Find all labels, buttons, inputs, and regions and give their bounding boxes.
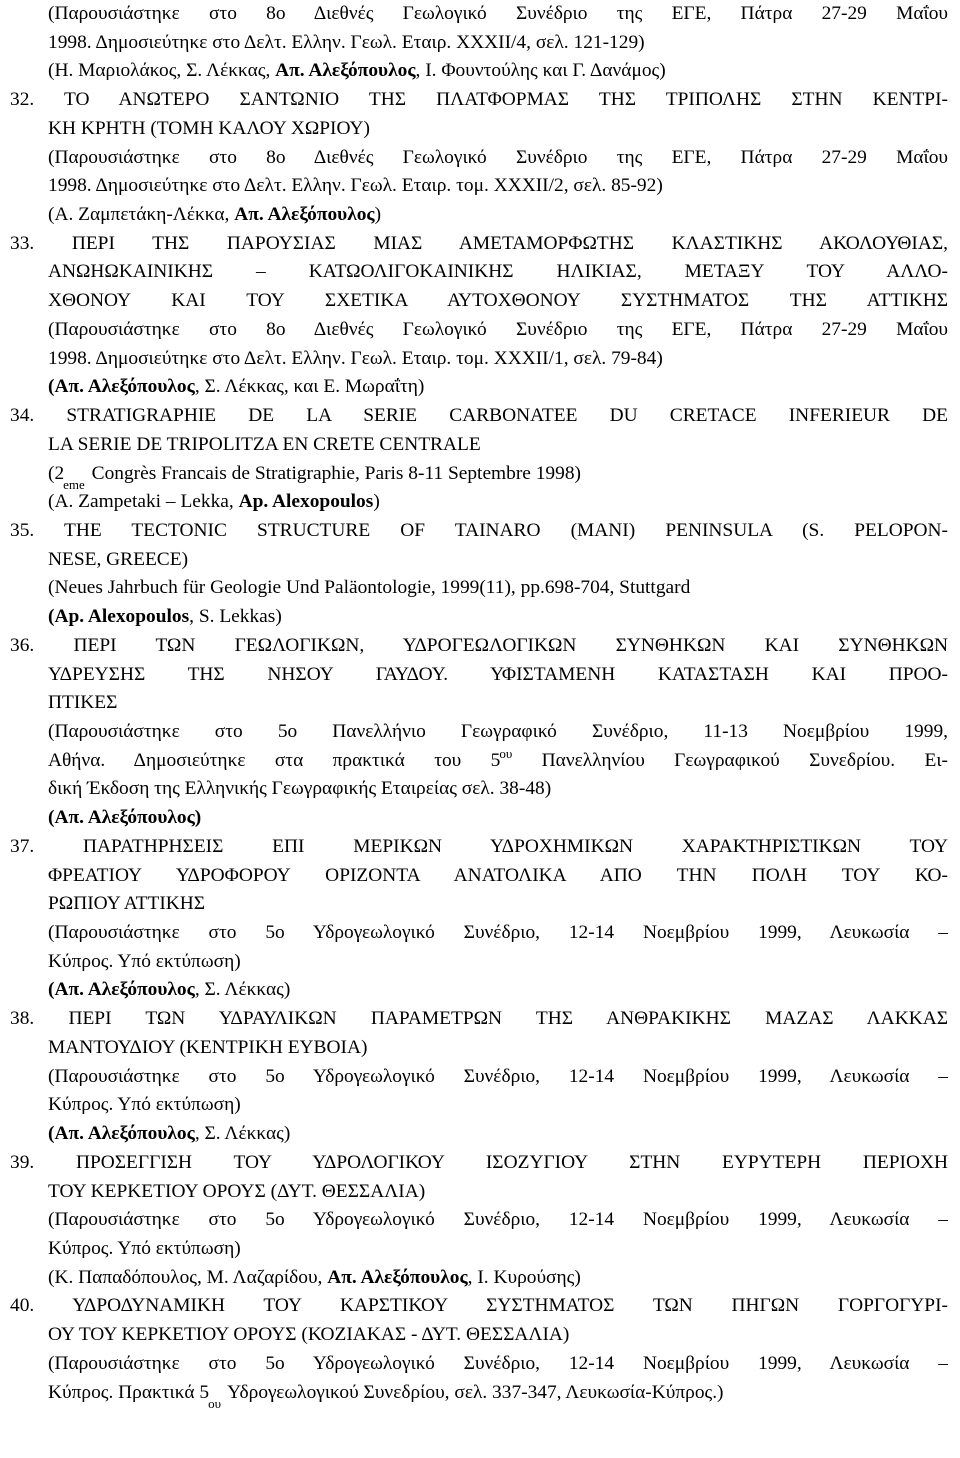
text-line	[48, 201, 948, 230]
text-run: ΧΘΟΝΟΥ ΚΑΙ ΤΟΥ ΣΧΕΤΙΚΑ ΑΥΤΟΧΘΟΝΟΥ ΣΥΣΤΗΜΑΤΟΣ ΤΗΣ ΑΤΤΙΚΗΣ	[48, 290, 948, 312]
author-highlight: Απ. Αλεξόπουλος	[327, 1266, 468, 1288]
entry-heading-line	[10, 86, 948, 115]
entry-heading-line	[10, 833, 948, 862]
entry-heading-line	[10, 1005, 948, 1034]
text-line	[48, 172, 948, 201]
text-run: Πανελληνίου Γεωγραφικού Συνεδρίου. Ει-	[512, 749, 949, 771]
text-line	[48, 287, 948, 316]
text-line	[48, 890, 948, 919]
author-highlight: (Ap. Alexopoulos	[48, 606, 190, 628]
text-run: δική Έκδοση της Ελληνικής Γεωγραφικής Εταιρείας σελ. 38-48)	[48, 778, 552, 800]
text-line	[48, 775, 948, 804]
text-run: , Ι. Φουντούλης και Γ. Δανάμος)	[415, 60, 666, 82]
text-line	[48, 948, 948, 977]
text-line	[48, 431, 948, 460]
author-highlight: (Απ. Αλεξόπουλος	[48, 979, 195, 1001]
text-run: Υδρογεωλογικού Συνεδρίου, σελ. 337-347, Λευκωσία-Κύπρος.)	[223, 1381, 724, 1403]
text-line	[48, 316, 948, 345]
text-run: , Σ. Λέκκας)	[194, 1123, 291, 1145]
text-run: Κύπρος. Υπό εκτύπωση)	[48, 950, 241, 972]
text-run: 1998. Δημοσιεύτηκε στο Δελτ. Ελλην. Γεωλ. Εταιρ. τομ. XXXII/1, σελ. 79-84)	[48, 347, 663, 369]
text-line	[48, 718, 948, 747]
text-run: )	[373, 491, 380, 513]
text-run: (A. Zampetaki – Lekka,	[48, 491, 239, 513]
text-run: ΡΩΠΙΟΥ ΑΤΤΙΚΗΣ	[48, 893, 206, 915]
text-run: Κύπρος. Υπό εκτύπωση)	[48, 1094, 241, 1116]
text-run: (Παρουσιάστηκε στο 5ο Υδρογεωλογικό Συνέδριο, 12-14 Νοεμβρίου 1999, Λευκωσία –	[48, 922, 948, 944]
text-run: ΥΔΡΕΥΣΗΣ ΤΗΣ ΝΗΣΟΥ ΓΑΥΔΟΥ. ΥΦΙΣΤΑΜΕΝΗ ΚΑΤΑΣΤΑΣΗ ΚΑΙ ΠΡΟΟ-	[48, 663, 948, 685]
ordinal-suffix: ου	[499, 745, 513, 761]
text-run: )	[374, 204, 382, 226]
text-run: ΑΝΩΗΩΚΑΙΝΙΚΗΣ – ΚΑΤΩΟΛΙΓΟΚΑΙΝΙΚΗΣ ΗΛΙΚΙΑΣ, ΜΕΤΑΞΥ ΤΟΥ ΑΛΛΟ-	[48, 261, 948, 283]
text-line	[48, 747, 948, 776]
text-run: ΟΥ ΤΟΥ ΚΕΡΚΕΤΙΟΥ ΟΡΟΥΣ (ΚΟΖΙΑΚΑΣ - ΔΥΤ. ΘΕΣΣΑΛΙΑ)	[48, 1324, 570, 1346]
text-line	[48, 603, 948, 632]
text-run: (Παρουσιάστηκε στο 5ο Υδρογεωλογικό Συνέδριο, 12-14 Νοεμβρίου 1999, Λευκωσία –	[48, 1209, 948, 1231]
text-line	[48, 1120, 948, 1149]
text-run: 1998. Δημοσιεύτηκε στο Δελτ. Ελλην. Γεωλ. Εταιρ. τομ. XXXII/2, σελ. 85-92)	[48, 175, 663, 197]
text-line	[48, 29, 948, 58]
entry-heading-line	[10, 1149, 948, 1178]
text-run: 37. ΠΑΡΑΤΗΡΗΣΕΙΣ ΕΠΙ ΜΕΡΙΚΩΝ ΥΔΡΟΧΗΜΙΚΩΝ ΧΑΡΑΚΤΗΡΙΣΤΙΚΩΝ ΤΟΥ	[10, 835, 948, 857]
text-run: NESE, GREECE)	[48, 548, 189, 570]
text-line	[48, 1264, 948, 1293]
entry-heading-line	[10, 632, 948, 661]
author-highlight: Απ. Αλεξόπουλος	[234, 204, 375, 226]
text-run: (Παρουσιάστηκε στο 5ο Υδρογεωλογικό Συνέδριο, 12-14 Νοεμβρίου 1999, Λευκωσία –	[48, 1065, 948, 1087]
ordinal-suffix: ου	[208, 1395, 221, 1411]
text-line	[48, 1350, 948, 1379]
text-run: 35. THE TECTONIC STRUCTURE OF TAINARO (MANI) PENINSULA (S. PELOPON-	[10, 519, 948, 541]
text-run: (Α. Ζαμπετάκη-Λέκκα,	[48, 204, 235, 226]
author-highlight: (Απ. Αλεξόπουλος	[48, 1123, 195, 1145]
text-line	[48, 460, 948, 492]
text-run: 38. ΠΕΡΙ ΤΩΝ ΥΔΡΑΥΛΙΚΩΝ ΠΑΡΑΜΕΤΡΩΝ ΤΗΣ ΑΝΘΡΑΚΙΚΗΣ ΜΑΖΑΣ ΛΑΚΚΑΣ	[10, 1008, 948, 1030]
text-run: 39. ΠΡΟΣΕΓΓΙΣΗ ΤΟΥ ΥΔΡΟΛΟΓΙΚΟΥ ΙΣΟΖΥΓΙΟΥ ΣΤΗΝ ΕΥΡΥΤΕΡΗ ΠΕΡΙΟΧΗ	[10, 1151, 948, 1173]
text-run: , Σ. Λέκκας, και Ε. Μωραΐτη)	[194, 376, 425, 398]
text-run: , Ι. Κυρούσης)	[467, 1266, 581, 1288]
text-run: (2	[48, 462, 65, 484]
text-line	[48, 1034, 948, 1063]
text-line	[48, 1235, 948, 1264]
text-line	[48, 258, 948, 287]
text-run: ΠΤΙΚΕΣ	[48, 692, 118, 714]
text-line	[48, 1379, 948, 1411]
ordinal-suffix: eme	[63, 476, 85, 492]
text-line	[48, 144, 948, 173]
text-run: 33. ΠΕΡΙ ΤΗΣ ΠΑΡΟΥΣΙΑΣ ΜΙΑΣ ΑΜΕΤΑΜΟΡΦΩΤΗΣ ΚΛΑΣΤΙΚΗΣ ΑΚΟΛΟΥΘΙΑΣ,	[10, 232, 948, 254]
text-line	[48, 919, 948, 948]
text-run: (Η. Μαριολάκος, Σ. Λέκκας,	[48, 60, 276, 82]
text-run: , Σ. Λέκκας)	[194, 979, 291, 1001]
text-run: ΦΡΕΑΤΙΟΥ ΥΔΡΟΦΟΡΟΥ ΟΡΙΖΟΝΤΑ ΑΝΑΤΟΛΙΚΑ ΑΠΟ ΤΗΝ ΠΟΛΗ ΤΟΥ ΚΟ-	[48, 864, 948, 886]
text-line	[48, 345, 948, 374]
text-line	[48, 976, 948, 1005]
entry-heading-line	[10, 402, 948, 431]
text-line	[48, 1206, 948, 1235]
text-run: (Παρουσιάστηκε στο 8ο Διεθνές Γεωλογικό Συνέδριο της ΕΓΕ, Πάτρα 27-29 Μαΐου	[48, 146, 948, 168]
text-run: 34. STRATIGRAPHIE DE LA SERIE CARBONATEE DU CRETACE INFERIEUR DE	[10, 405, 948, 427]
entry-heading-line	[10, 1292, 948, 1321]
text-line	[48, 1178, 948, 1207]
text-run: , S. Lekkas)	[189, 606, 282, 628]
text-run: (Παρουσιάστηκε στο 5ο Πανελλήνιο Γεωγραφικό Συνέδριο, 11-13 Νοεμβρίου 1999,	[48, 721, 948, 742]
author-highlight: (Απ. Αλεξόπουλος)	[48, 807, 202, 829]
text-line	[48, 1091, 948, 1120]
text-run: 36. ΠΕΡΙ ΤΩΝ ΓΕΩΛΟΓΙΚΩΝ, ΥΔΡΟΓΕΩΛΟΓΙΚΩΝ ΣΥΝΘΗΚΩΝ ΚΑΙ ΣΥΝΘΗΚΩΝ	[10, 634, 948, 656]
text-line	[48, 115, 948, 144]
text-run: 1998. Δημοσιεύτηκε στο Δελτ. Ελλην. Γεωλ. Εταιρ. XXXII/4, σελ. 121-129)	[48, 31, 645, 53]
author-highlight: Ap. Alexopoulos	[238, 491, 374, 513]
text-line	[48, 574, 948, 603]
text-run: (Παρουσιάστηκε στο 8ο Διεθνές Γεωλογικό Συνέδριο της ΕΓΕ, Πάτρα 27-29 Μαΐου	[48, 3, 948, 24]
text-line	[48, 1063, 948, 1092]
text-line	[48, 57, 948, 86]
text-line	[48, 661, 948, 690]
author-highlight: Απ. Αλεξόπουλος	[275, 60, 416, 82]
text-run: (Παρουσιάστηκε στο 8ο Διεθνές Γεωλογικό Συνέδριο της ΕΓΕ, Πάτρα 27-29 Μαΐου	[48, 318, 948, 340]
text-run: ΤΟΥ ΚΕΡΚΕΤΙΟΥ ΟΡΟΥΣ (ΔΥΤ. ΘΕΣΣΑΛΙΑ)	[48, 1180, 426, 1202]
entry-heading-line	[10, 230, 948, 259]
text-run: (Neues Jahrbuch für Geologie Und Paläontologie, 1999(11), pp.698-704, Stuttgard	[48, 577, 691, 599]
text-run: LA SERIE DE TRIPOLITZA EN CRETE CENTRALE	[48, 433, 481, 455]
text-run: 32. ΤΟ ΑΝΩΤΕΡΟ ΣΑΝΤΩΝΙΟ ΤΗΣ ΠΛΑΤΦΟΡΜΑΣ ΤΗΣ ΤΡΙΠΟΛΗΣ ΣΤΗΝ ΚΕΝΤΡΙ-	[10, 89, 948, 111]
text-line	[48, 804, 948, 833]
text-line	[48, 373, 948, 402]
text-run: Κύπρος. Υπό εκτύπωση)	[48, 1237, 241, 1259]
text-line	[48, 488, 948, 517]
text-run: 40. ΥΔΡΟΔΥΝΑΜΙΚΗ ΤΟΥ ΚΑΡΣΤΙΚΟΥ ΣΥΣΤΗΜΑΤΟΣ ΤΩΝ ΠΗΓΩΝ ΓΟΡΓΟΓΥΡΙ-	[10, 1295, 948, 1317]
text-line	[48, 689, 948, 718]
text-run: (Παρουσιάστηκε στο 5ο Υδρογεωλογικό Συνέδριο, 12-14 Νοεμβρίου 1999, Λευκωσία –	[48, 1352, 948, 1374]
text-line	[48, 862, 948, 891]
text-run: Congrès Francais de Stratigraphie, Paris 8-11 Septembre 1998)	[86, 462, 581, 484]
text-run: (Κ. Παπαδόπουλος, Μ. Λαζαρίδου,	[48, 1266, 328, 1288]
text-run: ΜΑΝΤΟΥΔΙΟΥ (ΚΕΝΤΡΙΚΗ ΕΥΒΟΙΑ)	[48, 1036, 368, 1058]
text-run: ΚΗ ΚΡΗΤΗ (ΤΟΜΗ ΚΑΛΟΥ ΧΩΡΙΟΥ)	[48, 117, 370, 139]
author-highlight: (Απ. Αλεξόπουλος	[48, 376, 195, 398]
text-line	[48, 546, 948, 575]
entry-heading-line	[10, 517, 948, 546]
text-line	[48, 0, 948, 29]
text-line	[48, 1321, 948, 1350]
text-run: Κύπρος. Πρακτικά 5	[48, 1381, 210, 1403]
text-run: Αθήνα. Δημοσιεύτηκε στα πρακτικά του 5	[48, 749, 501, 771]
